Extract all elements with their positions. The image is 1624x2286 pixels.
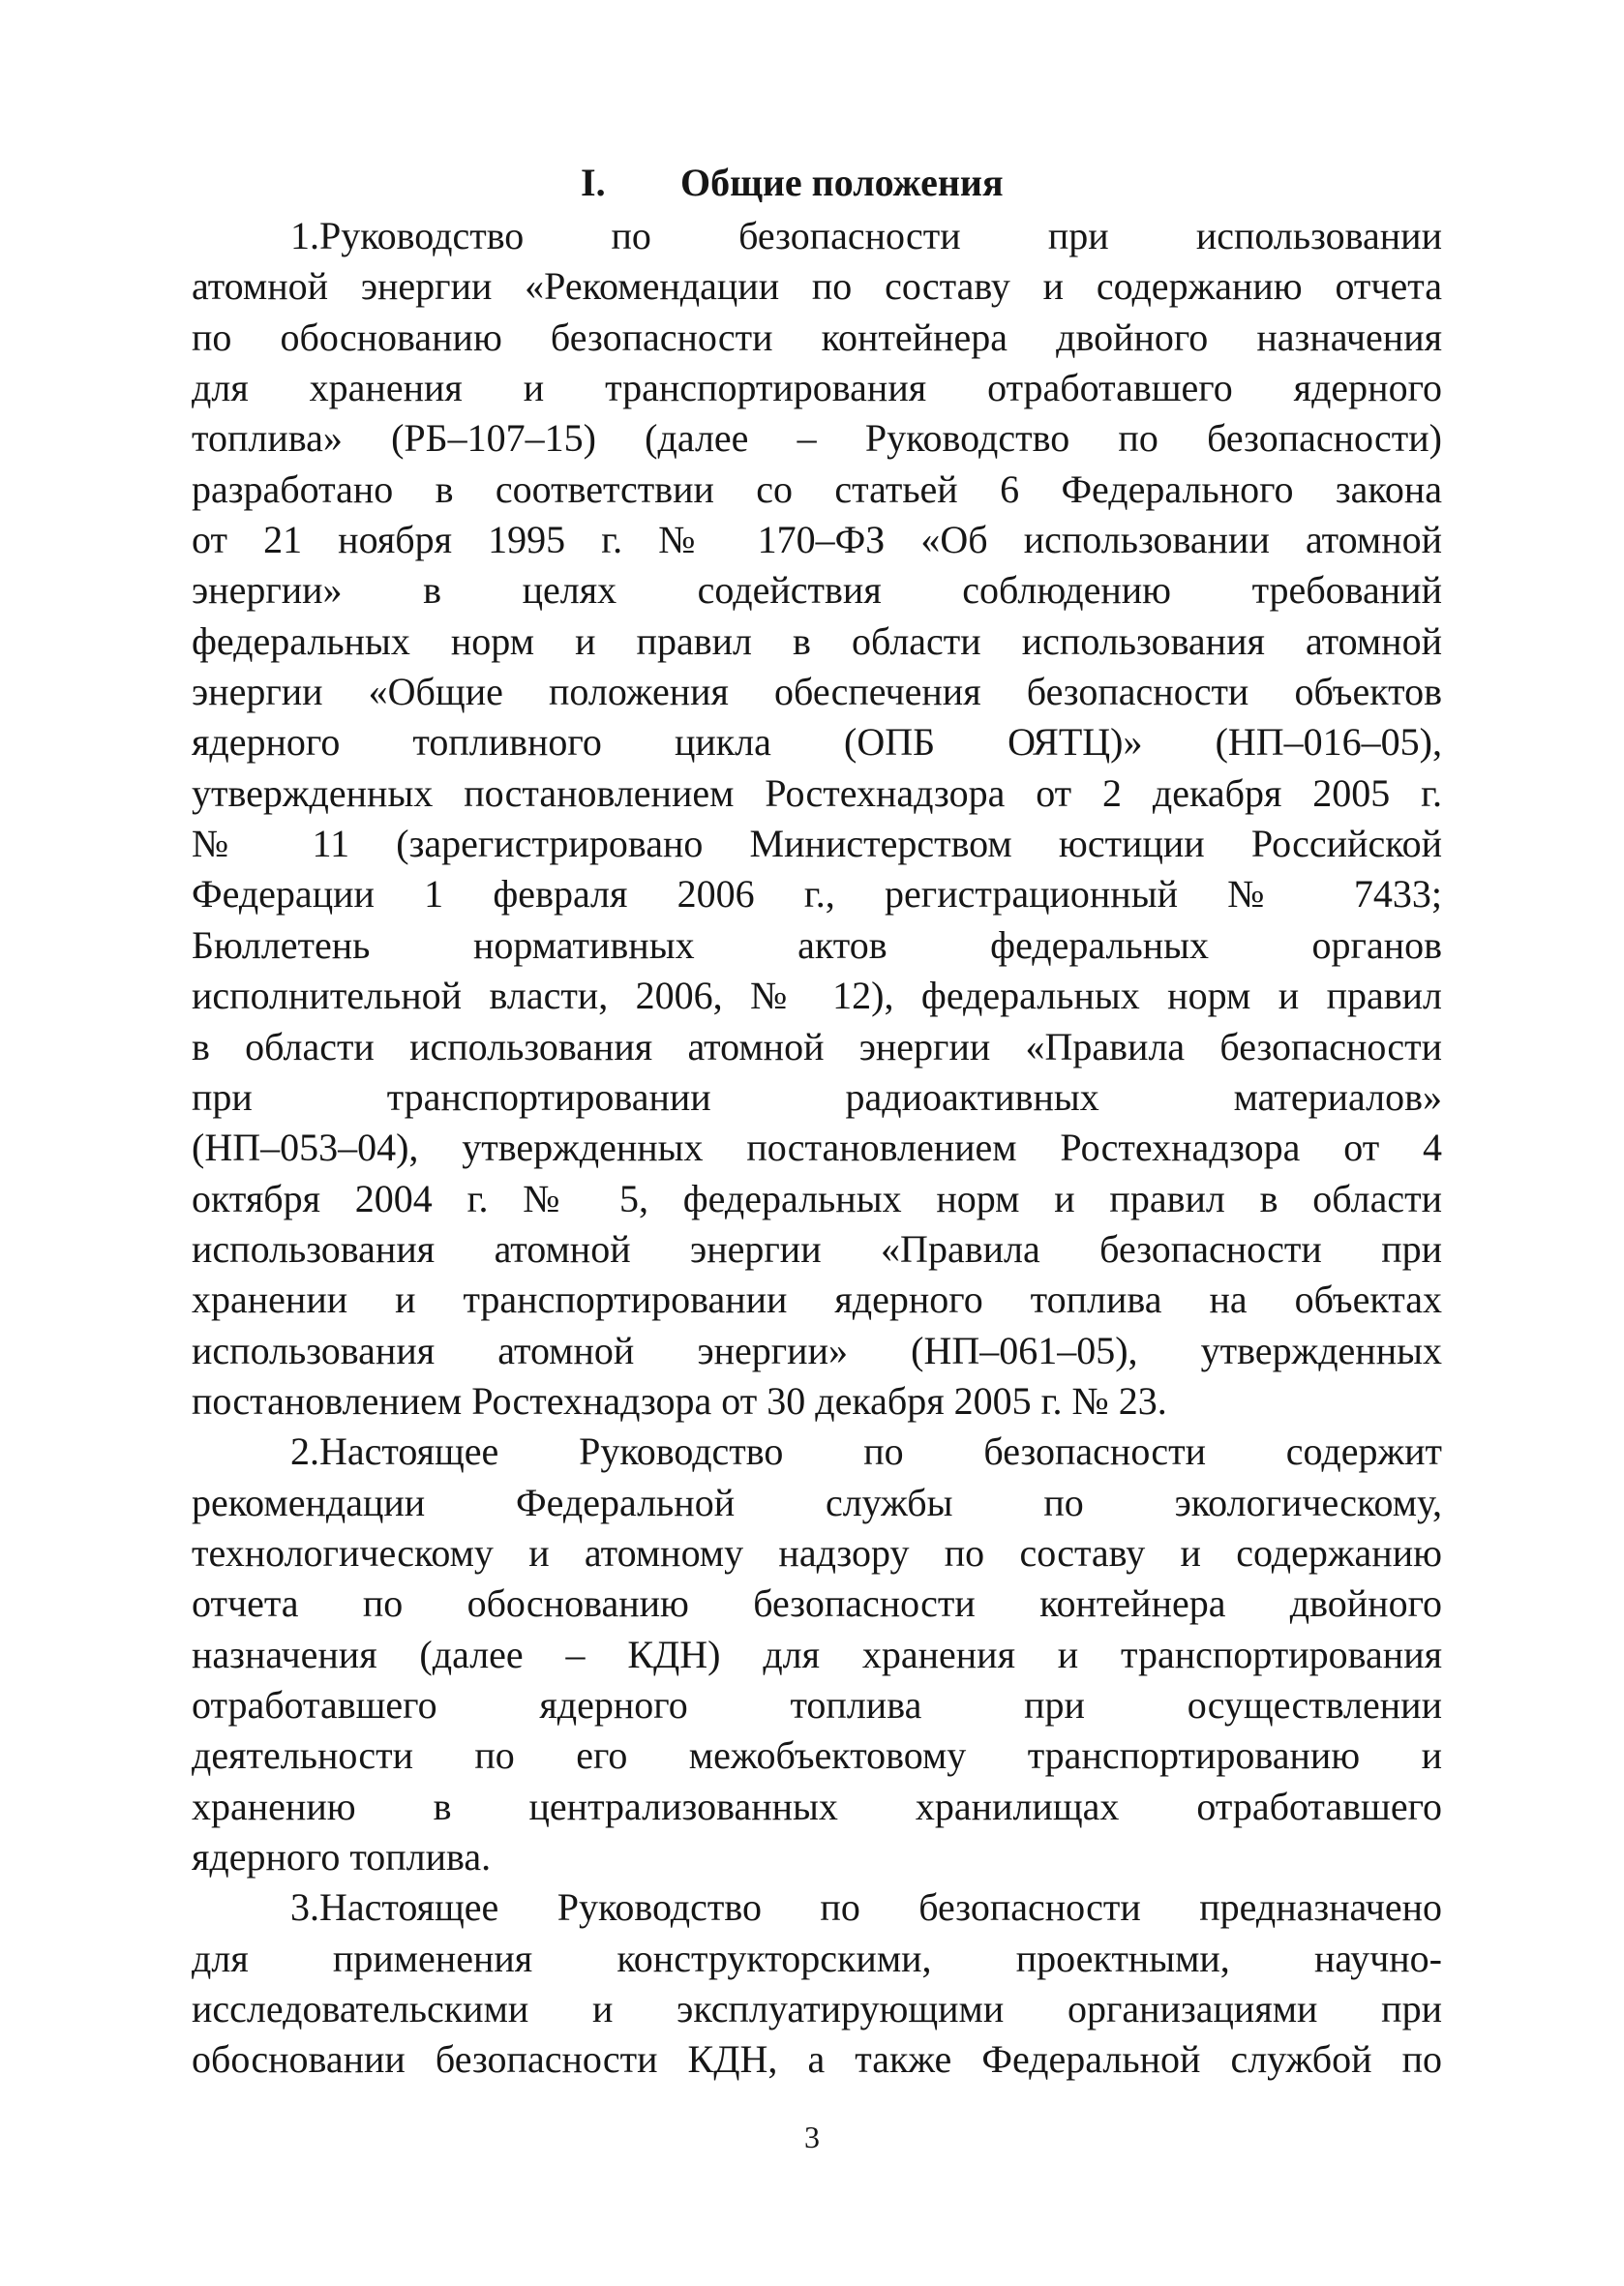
paragraph-number: 2. <box>290 1429 319 1474</box>
paragraph-line: исследовательскими и эксплуатирующими организациями при <box>192 1987 1442 2031</box>
body-text <box>192 211 1442 2086</box>
paragraph-line: использования атомной энергии» (НП–061–05), утвержденных <box>192 1328 1442 1372</box>
section-number: I. <box>581 161 606 204</box>
paragraph-line: обосновании безопасности КДН, а также Федеральной службой по <box>192 2037 1442 2082</box>
paragraph-line: федеральных норм и правил в области использования атомной <box>192 618 1442 663</box>
paragraph-line: хранению в централизованных хранилищах отработавшего <box>192 1784 1442 1828</box>
paragraph-2 <box>192 1427 1442 1882</box>
paragraph-line: энергии» в целях содействия соблюдению требований <box>192 568 1442 613</box>
paragraph-line: рекомендации Федеральной службы по экологическому, <box>192 1480 1442 1524</box>
paragraph-line: (НП–053–04), утвержденных постановлением Ростехнадзора от 4 <box>192 1126 1442 1170</box>
paragraph-1 <box>192 211 1442 1427</box>
paragraph-line: использования атомной энергии «Правила безопасности при <box>192 1226 1442 1271</box>
paragraph-line: для хранения и транспортирования отработавшего ядерного <box>192 366 1442 410</box>
paragraph-line: энергии «Общие положения обеспечения безопасности объектов <box>192 670 1442 714</box>
paragraph-line: атомной энергии «Рекомендации по составу и содержанию отчета <box>192 264 1442 309</box>
section-title: Общие положения <box>680 161 1004 204</box>
paragraph-line: для применения конструкторскими, проектными, научно- <box>192 1936 1442 1980</box>
paragraph-line: исполнительной власти, 2006, № 12), федеральных норм и правил <box>192 974 1442 1018</box>
paragraph-line: Бюллетень нормативных актов федеральных органов <box>192 922 1442 967</box>
paragraph-line: хранении и транспортировании ядерного топлива на объектах <box>192 1278 1442 1322</box>
paragraph-line: № 11 (зарегистрировано Министерством юстиции Российской <box>192 822 1442 866</box>
paragraph-line: отчета по обоснованию безопасности контейнера двойного <box>192 1581 1442 1626</box>
paragraph-line: ядерного топливного цикла (ОПБ ОЯТЦ)» (НП–016–05), <box>192 720 1442 765</box>
paragraph-line: 2.Настоящее Руководство по безопасности содержит <box>290 1429 1442 1474</box>
paragraph-line: 3.Настоящее Руководство по безопасности предназначено <box>290 1885 1442 1930</box>
paragraph-line: октября 2004 г. № 5, федеральных норм и правил в области <box>192 1176 1442 1220</box>
paragraph-line: отработавшего ядерного топлива при осуществлении <box>192 1682 1442 1727</box>
page-number: 3 <box>804 2120 820 2154</box>
paragraph-line: по обоснованию безопасности контейнера двойного назначения <box>192 315 1442 359</box>
paragraph-line: в области использования атомной энергии «Правила безопасности <box>192 1024 1442 1068</box>
paragraph-line: постановлением Ростехнадзора от 30 декабря 2005 г. № 23. <box>192 1378 1167 1423</box>
paragraph-number: 1. <box>290 214 319 257</box>
paragraph-line: назначения (далее – КДН) для хранения и транспортирования <box>192 1632 1442 1676</box>
paragraph-number: 3. <box>290 1885 319 1930</box>
paragraph-line: ядерного топлива. <box>192 1835 492 1879</box>
paragraph-line: 1.Руководство по безопасности при использовании <box>290 214 1442 257</box>
paragraph-line: от 21 ноября 1995 г. № 170–ФЗ «Об использовании атомной <box>192 518 1442 562</box>
paragraph-line: деятельности по его межобъектовому транспортированию и <box>192 1733 1442 1778</box>
paragraph-line: разработано в соответствии со статьей 6 Федерального закона <box>192 466 1442 511</box>
paragraph-line: утвержденных постановлением Ростехнадзора от 2 декабря 2005 г. <box>192 770 1442 815</box>
paragraph-line: при транспортировании радиоактивных материалов» <box>192 1074 1442 1119</box>
paragraph-line: технологическому и атомному надзору по составу и содержанию <box>192 1530 1442 1575</box>
paragraph-line: топлива» (РБ–107–15) (далее – Руководство по безопасности) <box>192 416 1442 461</box>
paragraph-line: Федерации 1 февраля 2006 г., регистрационный № 7433; <box>192 872 1442 917</box>
paragraph-3 <box>192 1882 1442 2085</box>
